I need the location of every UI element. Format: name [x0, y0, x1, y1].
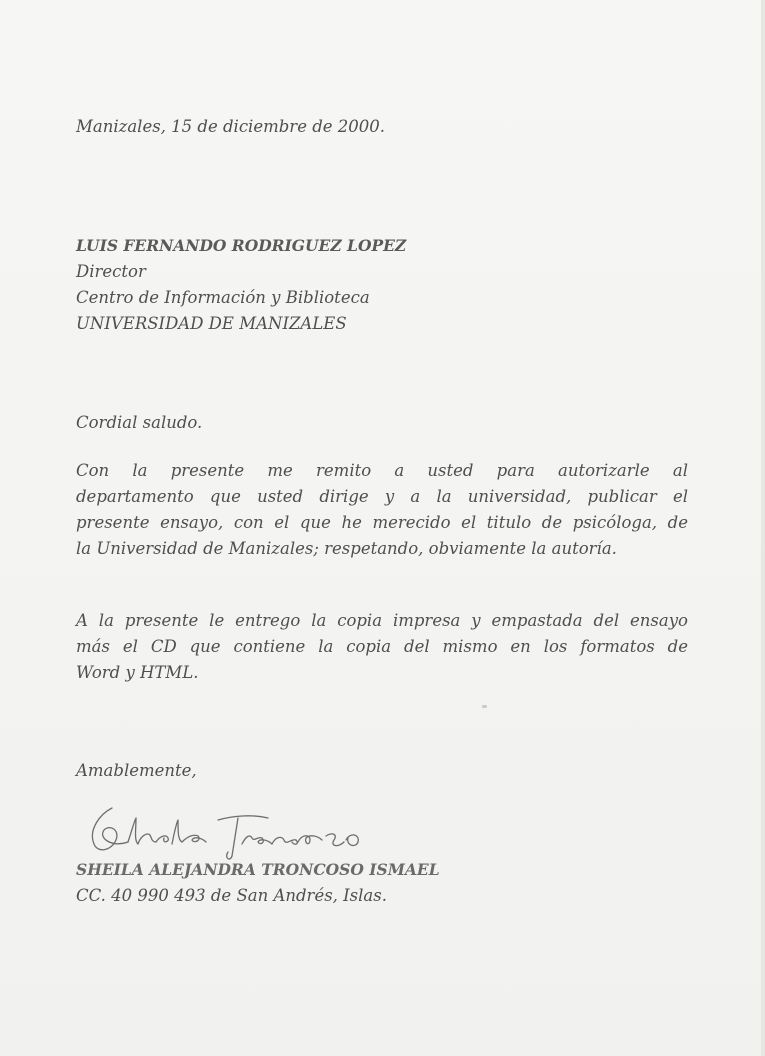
paragraph-line: más el CD que contiene la copia del mismo en los formatos de — [76, 637, 688, 656]
body-paragraph-1 — [76, 458, 688, 562]
recipient-title: Director — [76, 262, 146, 281]
paper-speck — [482, 705, 487, 708]
paragraph-line: A la presente le entrego la copia impresa y empastada del ensayo — [76, 611, 688, 630]
body-paragraph-2 — [76, 608, 688, 686]
greeting: Cordial saludo. — [76, 413, 203, 432]
page-edge — [761, 0, 765, 1056]
paragraph-line: Con la presente me remito a usted para autorizarle al — [76, 461, 688, 480]
recipient-department: Centro de Información y Biblioteca — [76, 288, 370, 307]
closing: Amablemente, — [76, 761, 197, 780]
recipient-institution: UNIVERSIDAD DE MANIZALES — [76, 314, 347, 333]
paragraph-line: la Universidad de Manizales; respetando, obviamente la autoría. — [76, 539, 617, 558]
sender-id: CC. 40 990 493 de San Andrés, Islas. — [76, 886, 387, 905]
paragraph-line: departamento que usted dirige y a la universidad, publicar el — [76, 487, 688, 506]
letter-date: Manizales, 15 de diciembre de 2000. — [76, 117, 386, 136]
recipient-name: LUIS FERNANDO RODRIGUEZ LOPEZ — [76, 236, 407, 255]
paragraph-line: presente ensayo, con el que he merecido el titulo de psicóloga, de — [76, 513, 688, 532]
paragraph-line: Word y HTML. — [76, 663, 199, 682]
sender-name: SHEILA ALEJANDRA TRONCOSO ISMAEL — [76, 860, 440, 879]
